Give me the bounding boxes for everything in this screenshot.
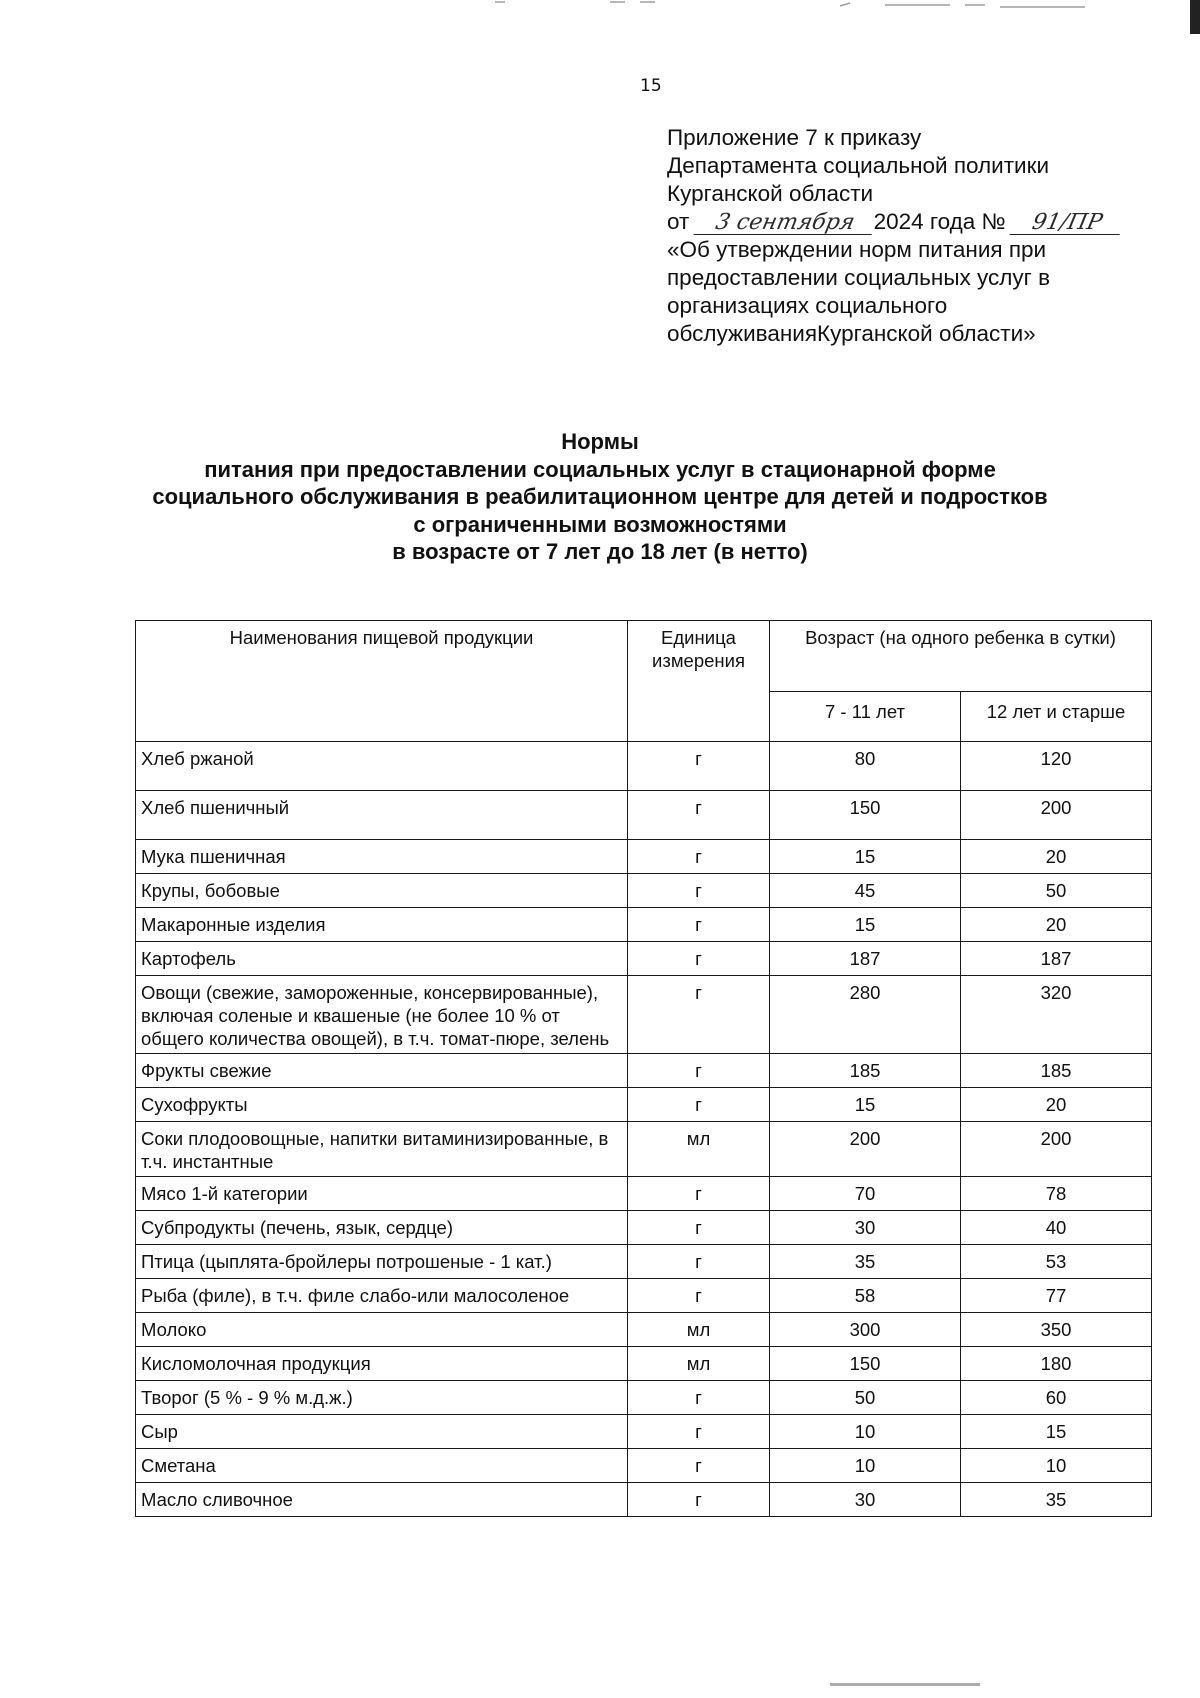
table-header-row (136, 621, 1152, 692)
product-name-cell: Птица (цыплята-бройлеры потрошеные - 1 кат.) (136, 1245, 628, 1279)
appendix-line: обслуживанияКурганской области» (667, 321, 1036, 346)
unit-cell: г (628, 908, 770, 942)
product-name-cell: Сыр (136, 1415, 628, 1449)
table-row (136, 1088, 1152, 1122)
product-name-cell: Хлеб ржаной (136, 742, 628, 791)
title-line: Нормы (561, 429, 639, 454)
appendix-line: Департамента социальной политики (667, 153, 1050, 178)
scan-edge-mark (1190, 0, 1200, 34)
value-7-11-cell: 50 (770, 1381, 961, 1415)
appendix-date-line (667, 208, 1122, 236)
table-row (136, 1054, 1152, 1088)
appendix-line: предоставлении социальных услуг в (667, 265, 1051, 290)
table-row (136, 1122, 1152, 1177)
unit-cell: г (628, 1177, 770, 1211)
product-name-cell: Мясо 1-й категории (136, 1177, 628, 1211)
title-line: социального обслуживания в реабилитационном центре для детей и подростков (152, 484, 1048, 509)
table-row (136, 742, 1152, 791)
date-suffix: 2024 года № (873, 209, 1006, 234)
table-row (136, 1245, 1152, 1279)
table-row (136, 1313, 1152, 1347)
unit-cell: г (628, 976, 770, 1054)
product-name-cell: Сухофрукты (136, 1088, 628, 1122)
unit-cell: г (628, 1279, 770, 1313)
product-name-cell: Рыба (филе), в т.ч. филе слабо-или малосоленое (136, 1279, 628, 1313)
header-age-7-11: 7 - 11 лет (770, 692, 961, 742)
product-name-cell: Молоко (136, 1313, 628, 1347)
appendix-line: Курганской области (667, 181, 874, 206)
product-name-cell: Творог (5 % - 9 % м.д.ж.) (136, 1381, 628, 1415)
unit-cell: г (628, 874, 770, 908)
document-title (0, 428, 1200, 566)
table-row (136, 1211, 1152, 1245)
title-line: питания при предоставлении социальных услуг в стационарной форме (204, 456, 996, 482)
unit-cell: г (628, 942, 770, 976)
value-12-plus-cell: 10 (961, 1449, 1152, 1483)
value-12-plus-cell: 180 (961, 1347, 1152, 1381)
value-12-plus-cell: 50 (961, 874, 1152, 908)
value-12-plus-cell: 20 (961, 840, 1152, 874)
value-7-11-cell: 45 (770, 874, 961, 908)
value-12-plus-cell: 40 (961, 1211, 1152, 1245)
unit-cell: г (628, 1415, 770, 1449)
product-name-cell: Крупы, бобовые (136, 874, 628, 908)
product-name-cell: Фрукты свежие (136, 1054, 628, 1088)
value-7-11-cell: 15 (770, 840, 961, 874)
value-12-plus-cell: 78 (961, 1177, 1152, 1211)
value-12-plus-cell: 350 (961, 1313, 1152, 1347)
handwritten-order-number: 91/ПР (1009, 212, 1124, 235)
scan-bottom-mark (830, 1683, 980, 1686)
table-row (136, 1381, 1152, 1415)
unit-cell: мл (628, 1122, 770, 1177)
value-12-plus-cell: 187 (961, 942, 1152, 976)
value-12-plus-cell: 320 (961, 976, 1152, 1054)
unit-cell: г (628, 1483, 770, 1517)
product-name-cell: Картофель (136, 942, 628, 976)
value-12-plus-cell: 185 (961, 1054, 1152, 1088)
value-12-plus-cell: 60 (961, 1381, 1152, 1415)
nutrition-norms-table (135, 620, 1152, 1517)
value-12-plus-cell: 20 (961, 908, 1152, 942)
table-row (136, 1483, 1152, 1517)
unit-cell: г (628, 742, 770, 791)
value-12-plus-cell: 53 (961, 1245, 1152, 1279)
header-age-group: Возраст (на одного ребенка в сутки) (770, 621, 1152, 692)
value-7-11-cell: 300 (770, 1313, 961, 1347)
product-name-cell: Масло сливочное (136, 1483, 628, 1517)
header-unit: Единица измерения (628, 621, 770, 742)
value-12-plus-cell: 200 (961, 791, 1152, 840)
table-row (136, 791, 1152, 840)
scan-artifacts (0, 0, 1200, 40)
value-12-plus-cell: 15 (961, 1415, 1152, 1449)
title-line: в возрасте от 7 лет до 18 лет (в нетто) (392, 539, 808, 564)
table-row (136, 1177, 1152, 1211)
product-name-cell: Сметана (136, 1449, 628, 1483)
value-7-11-cell: 10 (770, 1449, 961, 1483)
value-7-11-cell: 15 (770, 1088, 961, 1122)
table-row (136, 976, 1152, 1054)
value-7-11-cell: 200 (770, 1122, 961, 1177)
value-7-11-cell: 30 (770, 1483, 961, 1517)
unit-cell: г (628, 1211, 770, 1245)
value-12-plus-cell: 20 (961, 1088, 1152, 1122)
page-number: 15 (640, 76, 662, 96)
table-row (136, 1449, 1152, 1483)
value-7-11-cell: 30 (770, 1211, 961, 1245)
value-12-plus-cell: 77 (961, 1279, 1152, 1313)
value-7-11-cell: 35 (770, 1245, 961, 1279)
product-name-cell: Макаронные изделия (136, 908, 628, 942)
unit-cell: г (628, 1381, 770, 1415)
value-7-11-cell: 187 (770, 942, 961, 976)
handwritten-date: 3 сентября (693, 212, 876, 235)
product-name-cell: Кисломолочная продукция (136, 1347, 628, 1381)
table-row (136, 1279, 1152, 1313)
unit-cell: г (628, 1449, 770, 1483)
product-name-cell: Овощи (свежие, замороженные, консервированные), включая соленые и квашеные (не более 10 % от общего количества овощей), в т.ч. томат-пюре, зелень (136, 976, 628, 1054)
value-12-plus-cell: 200 (961, 1122, 1152, 1177)
value-7-11-cell: 70 (770, 1177, 961, 1211)
value-7-11-cell: 150 (770, 791, 961, 840)
appendix-line: организациях социального (667, 293, 948, 318)
date-prefix: от (667, 209, 690, 234)
product-name-cell: Хлеб пшеничный (136, 791, 628, 840)
product-name-cell: Соки плодоовощные, напитки витаминизированные, в т.ч. инстантные (136, 1122, 628, 1177)
header-age-12-plus: 12 лет и старше (961, 692, 1152, 742)
table-row (136, 908, 1152, 942)
value-7-11-cell: 185 (770, 1054, 961, 1088)
appendix-line: Приложение 7 к приказу (667, 125, 922, 150)
table-row (136, 1415, 1152, 1449)
unit-cell: мл (628, 1313, 770, 1347)
table-row (136, 942, 1152, 976)
value-7-11-cell: 58 (770, 1279, 961, 1313)
appendix-line: «Об утверждении норм питания при (667, 237, 1047, 262)
unit-cell: г (628, 1054, 770, 1088)
table-row (136, 1347, 1152, 1381)
appendix-block (667, 124, 1122, 348)
value-12-plus-cell: 35 (961, 1483, 1152, 1517)
value-12-plus-cell: 120 (961, 742, 1152, 791)
value-7-11-cell: 15 (770, 908, 961, 942)
table-row (136, 840, 1152, 874)
product-name-cell: Мука пшеничная (136, 840, 628, 874)
value-7-11-cell: 80 (770, 742, 961, 791)
title-line: с ограниченными возможностями (413, 511, 787, 537)
unit-cell: г (628, 1245, 770, 1279)
value-7-11-cell: 10 (770, 1415, 961, 1449)
unit-cell: г (628, 791, 770, 840)
unit-cell: г (628, 1088, 770, 1122)
product-name-cell: Субпродукты (печень, язык, сердце) (136, 1211, 628, 1245)
table-row (136, 874, 1152, 908)
unit-cell: г (628, 840, 770, 874)
unit-cell: мл (628, 1347, 770, 1381)
header-product-name: Наименования пищевой продукции (136, 621, 628, 742)
value-7-11-cell: 150 (770, 1347, 961, 1381)
value-7-11-cell: 280 (770, 976, 961, 1054)
